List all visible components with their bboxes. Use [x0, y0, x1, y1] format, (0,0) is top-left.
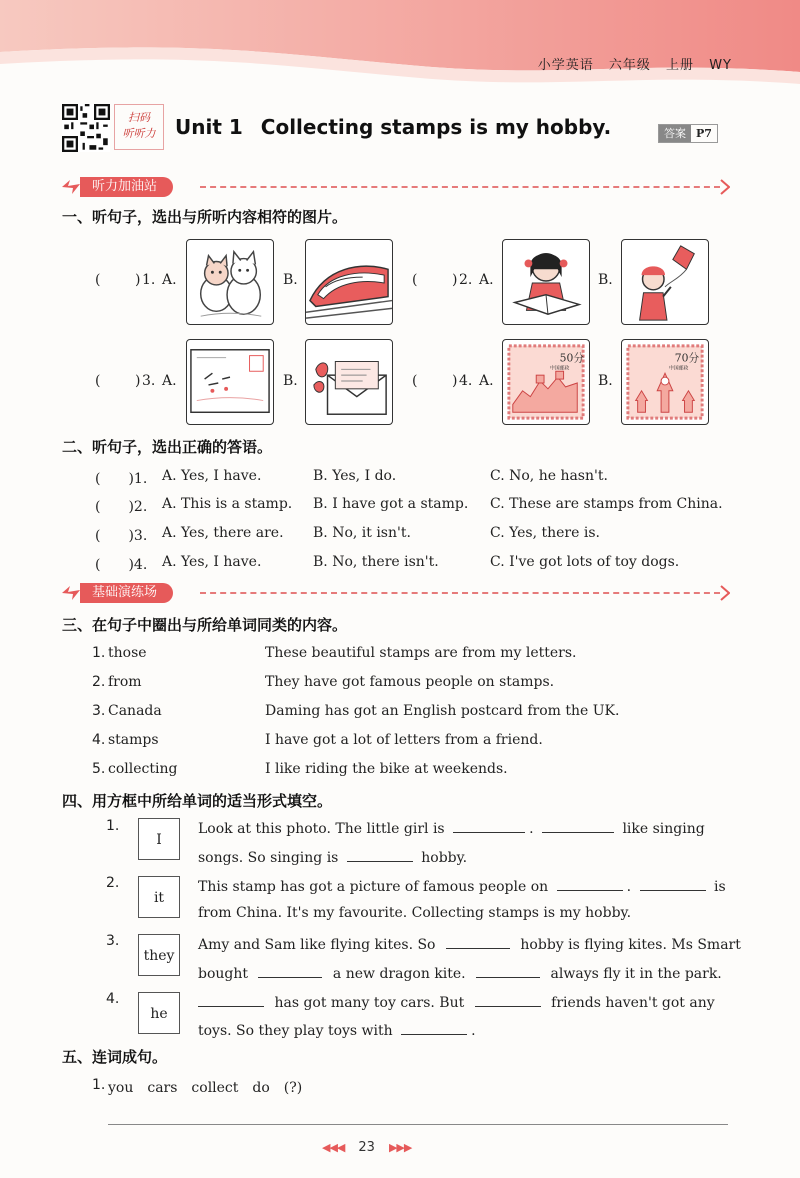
given-word: stamps	[108, 732, 159, 748]
volume-label: 上册	[666, 58, 695, 73]
answer-blank[interactable]	[446, 934, 510, 949]
sentence[interactable]: I have got a lot of letters from a friend.	[265, 732, 543, 748]
page-title	[175, 115, 611, 139]
item-number[interactable]: ( )3.	[95, 528, 148, 544]
picture-postcard[interactable]	[186, 339, 274, 425]
subject-label: 小学英语	[537, 58, 594, 73]
option-b: B. No, it isn't.	[313, 525, 411, 541]
postcard-icon	[187, 340, 273, 424]
runner-icon	[60, 584, 82, 602]
word-box: it	[138, 876, 180, 918]
sentence[interactable]: They have got famous people on stamps.	[265, 674, 555, 690]
text-segment: .	[626, 879, 632, 895]
unit-number: Unit 1	[175, 115, 243, 139]
text-segment: .	[471, 1023, 476, 1039]
text-segment: has got many toy cars. But	[274, 995, 465, 1011]
item-number[interactable]: ( )1.	[95, 471, 148, 487]
picture-stamp-great-wall[interactable]	[502, 339, 590, 425]
option-a-label: A.	[479, 272, 494, 288]
option-c: C. These are stamps from China.	[490, 496, 723, 512]
item-number: 2.	[106, 875, 120, 891]
section-label: 听力加油站	[80, 177, 173, 197]
stamp-country: 中国邮政	[549, 365, 570, 372]
answer-blank[interactable]	[640, 876, 706, 891]
answer-paren-close: )	[135, 373, 141, 389]
scan-listen-tag	[114, 104, 164, 150]
item-number: 3.	[92, 703, 106, 719]
item-number: 2.	[92, 674, 106, 690]
option-c: C. Yes, there is.	[490, 525, 600, 541]
answer-paren-close: )	[452, 272, 458, 288]
text-segment: This stamp has got a picture of famous people on	[198, 879, 549, 895]
option-a: A. Yes, I have.	[162, 554, 262, 570]
given-word: from	[108, 674, 142, 690]
given-word: Canada	[108, 703, 162, 719]
runner-icon	[60, 178, 82, 196]
stamp-country: 中国邮政	[668, 365, 689, 372]
option-a: A. Yes, I have.	[162, 468, 262, 484]
arrow-icon	[720, 585, 730, 601]
option-c: C. I've got lots of toy dogs.	[490, 554, 680, 570]
sentence[interactable]: These beautiful stamps are from my letters.	[265, 645, 577, 661]
page-number	[322, 1140, 411, 1155]
option-c: C. No, he hasn't.	[490, 468, 608, 484]
item-number: 1.	[106, 818, 120, 834]
text-segment: friends haven't got any	[551, 995, 715, 1011]
answer-paren[interactable]: (	[95, 272, 101, 288]
word-box: I	[138, 818, 180, 860]
item-number: 5.	[92, 761, 106, 777]
text-segment: like singing	[622, 821, 705, 837]
sentence-line	[198, 876, 726, 895]
item-number: 1.	[92, 645, 106, 661]
option-a: A. Yes, there are.	[162, 525, 284, 541]
text-segment: songs. So singing is	[198, 850, 339, 866]
answer-paren-close: )	[135, 272, 141, 288]
picture-girl-kite[interactable]	[621, 239, 709, 325]
text-segment: hobby is flying kites. Ms Smart	[520, 937, 741, 953]
answer-blank[interactable]	[453, 818, 525, 833]
item-number: 4.	[459, 373, 473, 389]
answer-blank[interactable]	[347, 847, 413, 862]
train-icon	[306, 240, 392, 324]
text-segment: bought	[198, 966, 249, 982]
answer-page: P7	[696, 127, 712, 140]
answer-label: 答案	[659, 125, 691, 142]
option-b: B. I have got a stamp.	[313, 496, 469, 512]
answer-blank[interactable]	[475, 992, 541, 1007]
given-word: collecting	[108, 761, 178, 777]
text-segment: is	[713, 879, 726, 895]
edition-label: WY	[709, 58, 732, 73]
answer-paren[interactable]: (	[412, 373, 418, 389]
item-number: 4.	[92, 732, 106, 748]
item-number[interactable]: ( )2.	[95, 499, 148, 515]
item-number: 2.	[459, 272, 473, 288]
given-word: those	[108, 645, 147, 661]
sentence-line	[198, 934, 741, 953]
word-box: they	[138, 934, 180, 976]
text-segment: toys. So they play toys with	[198, 1023, 393, 1039]
header-wave	[0, 0, 800, 95]
footer-rule	[108, 1124, 728, 1125]
option-a: A. This is a stamp.	[162, 496, 293, 512]
option-b-label: B.	[598, 272, 613, 288]
option-a-label: A.	[162, 272, 177, 288]
answer-blank[interactable]	[476, 963, 540, 978]
picture-girl-reading[interactable]	[502, 239, 590, 325]
cats-icon	[187, 240, 273, 324]
section-banner-basics	[60, 582, 730, 604]
text-segment: hobby.	[421, 850, 468, 866]
text-segment: Amy and Sam like flying kites. So	[198, 937, 436, 953]
option-a-label: A.	[162, 373, 177, 389]
page-number-value: 23	[358, 1140, 375, 1155]
part2-title: 二、听句子，选出正确的答语。	[62, 438, 273, 456]
option-a-label: A.	[479, 373, 494, 389]
letter-icon	[306, 340, 392, 424]
sentence-line: from China. It's my favourite. Collecting stamps is my hobby.	[198, 905, 632, 921]
scrambled-words: you cars collect do (?)	[108, 1080, 303, 1096]
stamp-value: 50分	[559, 351, 585, 365]
next-arrows-icon[interactable]: ▶▶▶	[388, 1141, 412, 1154]
answer-paren-close: )	[452, 373, 458, 389]
item-number: 3.	[106, 933, 120, 949]
part1-title: 一、听句子，选出与所听内容相符的图片。	[62, 208, 348, 226]
book-info	[528, 54, 732, 73]
item-number[interactable]: ( )4.	[95, 557, 148, 573]
picture-cats[interactable]	[186, 239, 274, 325]
stamp-great-wall-icon	[503, 340, 589, 424]
option-b-label: B.	[598, 373, 613, 389]
answer-blank[interactable]	[198, 992, 264, 1007]
part5-title: 五、连词成句。	[62, 1048, 168, 1066]
text-segment: a new dragon kite.	[332, 966, 466, 982]
item-number: 1.	[142, 272, 156, 288]
option-b-label: B.	[283, 272, 298, 288]
answer-blank[interactable]	[557, 876, 623, 891]
text-segment: Look at this photo. The little girl is	[198, 821, 445, 837]
girl-reading-icon	[503, 240, 589, 324]
option-b-label: B.	[283, 373, 298, 389]
item-number: 3.	[142, 373, 156, 389]
sentence[interactable]: Daming has got an English postcard from the UK.	[265, 703, 620, 719]
answer-blank[interactable]	[542, 818, 614, 833]
part4-title: 四、用方框中所给单词的适当形式填空。	[62, 792, 333, 810]
scan-tag-line1: 扫码	[128, 111, 150, 124]
text-segment: always fly it in the park.	[550, 966, 722, 982]
scan-tag-line2: 听听力	[122, 127, 156, 140]
sentence-line	[198, 847, 467, 866]
answer-paren[interactable]: (	[412, 272, 418, 288]
option-b: B. Yes, I do.	[313, 468, 397, 484]
picture-letter[interactable]	[305, 339, 393, 425]
prev-arrows-icon[interactable]: ◀◀◀	[322, 1141, 345, 1154]
part3-title: 三、在句子中圈出与所给单词同类的内容。	[62, 616, 348, 634]
text-segment: .	[529, 821, 534, 837]
qr-code-icon[interactable]	[62, 104, 110, 152]
sentence-line	[198, 818, 705, 837]
answer-blank[interactable]	[401, 1020, 467, 1035]
unit-name: Collecting stamps is my hobby.	[260, 115, 612, 139]
sentence-line	[198, 963, 722, 982]
stamp-tower-icon	[622, 340, 708, 424]
item-number: 4.	[106, 991, 120, 1007]
answer-reference	[658, 124, 718, 143]
girl-kite-icon	[622, 240, 708, 324]
section-label: 基础演练场	[80, 583, 173, 603]
option-b: B. No, there isn't.	[313, 554, 439, 570]
arrow-icon	[720, 179, 730, 195]
word-box: he	[138, 992, 180, 1034]
stamp-value: 70分	[674, 351, 700, 365]
sentence-line	[198, 1020, 476, 1039]
picture-stamp-tower[interactable]	[621, 339, 709, 425]
item-number: 1.	[92, 1077, 106, 1093]
section-banner-listening	[60, 176, 730, 198]
sentence-line	[198, 992, 715, 1011]
answer-paren[interactable]: (	[95, 373, 101, 389]
picture-train[interactable]	[305, 239, 393, 325]
answer-blank[interactable]	[258, 963, 322, 978]
sentence[interactable]: I like riding the bike at weekends.	[265, 761, 508, 777]
grade-label: 六年级	[608, 58, 651, 73]
